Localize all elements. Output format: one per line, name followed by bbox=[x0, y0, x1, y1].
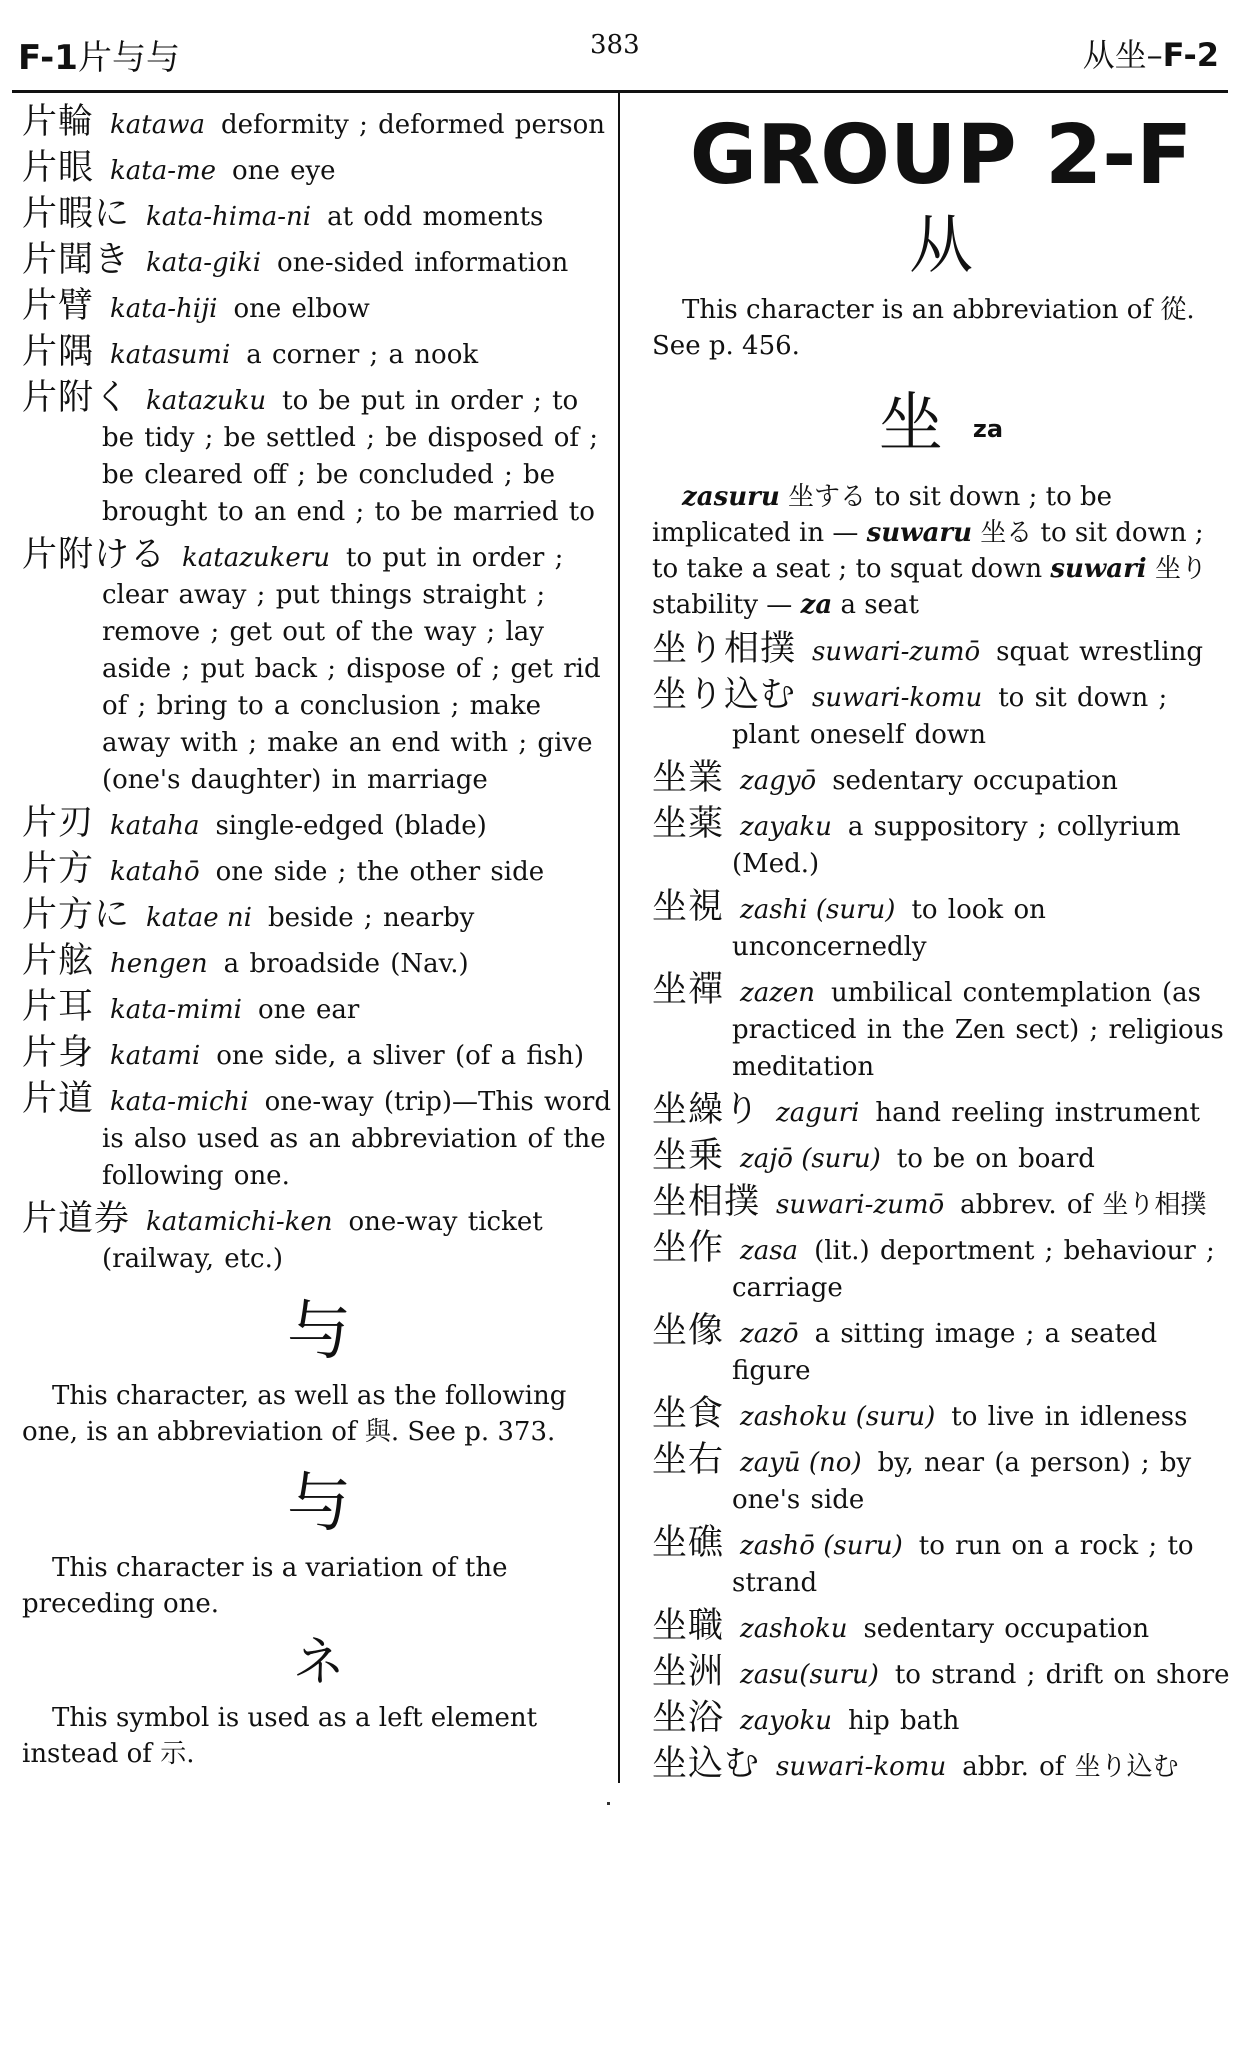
note-yo-2: This character is a variation of the preceding one. bbox=[22, 1553, 508, 1619]
entry-definition: to put in order ; clear away ; put things straight ; remove ; get out of the way ; lay aside ; put back ; dispose of ; get rid of ; bring to a conclusion ; make away with ; make an end with ; give (one's daughter) in marriage bbox=[102, 543, 601, 795]
entry-definition: to strand ; drift on shore bbox=[894, 1659, 1230, 1690]
entry-romaji: suwari-zumō bbox=[812, 636, 981, 667]
right-column bbox=[652, 104, 1230, 1792]
dictionary-entry bbox=[22, 851, 616, 891]
entry-romaji: katawa bbox=[110, 110, 205, 140]
entry-headword: 坐洲 bbox=[652, 1651, 725, 1692]
dictionary-entry bbox=[652, 1743, 1230, 1786]
entry-romaji: zashi (suru) bbox=[740, 894, 896, 925]
dictionary-entry bbox=[22, 943, 616, 983]
entry-headword: 片舷 bbox=[22, 941, 95, 981]
heading-char-yo-2: 与 bbox=[287, 1467, 351, 1541]
dictionary-entry bbox=[22, 380, 616, 531]
entry-headword: 片耳 bbox=[22, 987, 95, 1027]
entry-romaji: katahō bbox=[110, 857, 200, 887]
entry-romaji: zayoku bbox=[740, 1705, 833, 1736]
dictionary-entry bbox=[652, 969, 1230, 1086]
za-bold-4: za bbox=[800, 589, 833, 620]
dictionary-entry bbox=[22, 1035, 616, 1075]
dictionary-entry bbox=[22, 1081, 616, 1195]
entry-headword: 片附く bbox=[22, 378, 131, 418]
heading-char-ne: ネ bbox=[292, 1633, 345, 1693]
entry-headword: 坐り込む bbox=[652, 674, 797, 715]
dictionary-entry bbox=[652, 1697, 1230, 1740]
entry-headword: 片暇に bbox=[22, 194, 131, 234]
dictionary-entry bbox=[652, 1089, 1230, 1132]
entry-headword: 坐像 bbox=[652, 1310, 725, 1351]
dictionary-entry bbox=[652, 1310, 1230, 1390]
za-definition-paragraph bbox=[652, 479, 1230, 623]
note-ju: This character is an abbreviation of 從. See p. 456. bbox=[652, 295, 1195, 361]
dictionary-entry bbox=[22, 537, 616, 799]
entry-headword: 坐相撲 bbox=[652, 1181, 761, 1222]
entry-definition: a corner ; a nook bbox=[246, 340, 479, 370]
stray-mark bbox=[607, 1802, 610, 1805]
dictionary-entry bbox=[22, 196, 616, 236]
entry-romaji: hengen bbox=[110, 949, 208, 979]
entry-romaji: kataha bbox=[110, 811, 200, 841]
entry-romaji: zashō (suru) bbox=[740, 1530, 903, 1561]
za-bold-3: suwari bbox=[1050, 553, 1147, 584]
dictionary-entry bbox=[652, 886, 1230, 966]
entry-headword: 坐礁 bbox=[652, 1522, 725, 1563]
entry-definition: one side, a sliver (of a fish) bbox=[216, 1041, 585, 1071]
entry-romaji: suwari-komu bbox=[776, 1751, 947, 1782]
entry-romaji: suwari-komu bbox=[812, 682, 983, 713]
entry-headword: 坐職 bbox=[652, 1605, 725, 1646]
entry-definition: one elbow bbox=[233, 294, 370, 324]
dictionary-entry bbox=[652, 803, 1230, 883]
running-head-left bbox=[18, 30, 180, 90]
entry-definition: one-sided information bbox=[277, 248, 569, 278]
entry-headword: 坐繰り bbox=[652, 1089, 761, 1130]
dictionary-entry bbox=[652, 1651, 1230, 1694]
entry-headword: 片方に bbox=[22, 895, 131, 935]
entry-definition: one-way ticket (railway, etc.) bbox=[102, 1207, 543, 1274]
entry-definition: to be on board bbox=[896, 1143, 1095, 1174]
dictionary-entry bbox=[652, 1393, 1230, 1436]
heading-char-ju: 从 bbox=[909, 209, 973, 283]
heading-reading-za: za bbox=[972, 414, 1004, 443]
entry-headword: 坐作 bbox=[652, 1227, 725, 1268]
entry-romaji: zasu(suru) bbox=[740, 1659, 879, 1690]
entry-headword: 片眼 bbox=[22, 148, 95, 188]
entry-romaji: katami bbox=[110, 1041, 201, 1071]
dictionary-entry bbox=[652, 1439, 1230, 1519]
column-divider bbox=[618, 93, 620, 1783]
dictionary-entry bbox=[22, 242, 616, 282]
dictionary-entry bbox=[22, 104, 616, 144]
entry-headword: 片道券 bbox=[22, 1199, 131, 1239]
entry-romaji: zazō bbox=[740, 1318, 799, 1349]
entry-definition: to run on a rock ; to strand bbox=[732, 1530, 1194, 1598]
entry-definition: a sitting image ; a seated figure bbox=[732, 1318, 1158, 1386]
entry-definition: one-way (trip)—This word is also used as an abbreviation of the following one. bbox=[102, 1087, 612, 1191]
entry-definition: by, near (a person) ; by one's side bbox=[732, 1447, 1192, 1515]
running-head-right: 从坐–F-2 bbox=[1082, 36, 1219, 74]
dictionary-entry bbox=[22, 1201, 616, 1278]
entry-definition: umbilical contemplation (as practiced in the Zen sect) ; religious meditation bbox=[732, 977, 1224, 1082]
dictionary-entry bbox=[652, 628, 1230, 671]
entry-romaji: suwari-zumō bbox=[776, 1189, 945, 1220]
entry-romaji: zaguri bbox=[776, 1097, 860, 1128]
entry-romaji: katamichi-ken bbox=[146, 1207, 333, 1237]
dictionary-entry bbox=[22, 897, 616, 937]
dictionary-entry bbox=[22, 805, 616, 845]
page-number: 383 bbox=[590, 30, 640, 60]
entry-definition: single-edged (blade) bbox=[215, 811, 487, 841]
entry-romaji: katae ni bbox=[146, 903, 252, 933]
heading-char-za: 坐 bbox=[878, 387, 943, 461]
entry-romaji: zashoku (suru) bbox=[740, 1401, 936, 1432]
dictionary-entry bbox=[652, 1227, 1230, 1307]
group-title: GROUP 2-F bbox=[689, 108, 1193, 203]
heading-za bbox=[652, 384, 1230, 469]
entry-headword: 片隅 bbox=[22, 332, 95, 372]
entry-headword: 片刃 bbox=[22, 803, 95, 843]
entry-headword: 坐込む bbox=[652, 1743, 761, 1784]
note-yo-1: This character, as well as the following one, is an abbreviation of 與. See p. 373. bbox=[22, 1381, 567, 1447]
entry-definition: (lit.) deportment ; behaviour ; carriage bbox=[732, 1235, 1215, 1303]
entry-definition: beside ; nearby bbox=[267, 903, 475, 933]
running-head-right-chars: 从坐 bbox=[1082, 36, 1147, 74]
entry-romaji: zazen bbox=[740, 977, 816, 1008]
dictionary-entry bbox=[22, 150, 616, 190]
entry-romaji: katasumi bbox=[110, 340, 231, 370]
entry-definition: abbr. of 坐り込む bbox=[962, 1751, 1179, 1782]
entry-definition: a broadside (Nav.) bbox=[223, 949, 469, 979]
entry-headword: 片附ける bbox=[22, 535, 167, 575]
entry-definition: to sit down ; plant oneself down bbox=[732, 682, 1168, 750]
za-text-4: a seat bbox=[840, 589, 919, 620]
entry-definition: to live in idleness bbox=[951, 1401, 1188, 1432]
entry-headword: 坐業 bbox=[652, 757, 725, 798]
entry-romaji: kata-giki bbox=[146, 248, 262, 278]
note-ne: This symbol is used as a left element instead of 示. bbox=[22, 1703, 538, 1769]
entry-definition: one ear bbox=[257, 995, 360, 1025]
entry-definition: hip bath bbox=[848, 1705, 960, 1736]
right-entry-list bbox=[652, 628, 1230, 1786]
dictionary-entry bbox=[652, 1181, 1230, 1224]
heading-char-yo-1: 与 bbox=[287, 1295, 351, 1369]
dictionary-entry bbox=[652, 1605, 1230, 1648]
entry-definition: sedentary occupation bbox=[863, 1613, 1150, 1644]
dictionary-entry bbox=[652, 674, 1230, 754]
entry-headword: 片身 bbox=[22, 1033, 95, 1073]
entry-headword: 坐浴 bbox=[652, 1697, 725, 1738]
section-code-left: F-1 bbox=[18, 38, 78, 78]
za-bold-2: suwaru bbox=[866, 517, 973, 548]
entry-headword: 片聞き bbox=[22, 240, 131, 280]
dictionary-entry bbox=[652, 1522, 1230, 1602]
dictionary-entry bbox=[22, 334, 616, 374]
entry-romaji: zagyō bbox=[740, 765, 817, 796]
entry-definition: deformity ; deformed person bbox=[220, 110, 605, 140]
entry-definition: at odd moments bbox=[327, 202, 544, 232]
entry-headword: 坐薬 bbox=[652, 803, 725, 844]
entry-headword: 坐禪 bbox=[652, 969, 725, 1010]
entry-headword: 片道 bbox=[22, 1079, 95, 1119]
za-bold-1: zasuru bbox=[682, 481, 780, 512]
entry-headword: 坐視 bbox=[652, 886, 725, 927]
entry-romaji: kata-hima-ni bbox=[146, 202, 312, 232]
entry-headword: 片臂 bbox=[22, 286, 95, 326]
entry-definition: abbrev. of 坐り相撲 bbox=[960, 1189, 1207, 1220]
dictionary-entry bbox=[652, 1135, 1230, 1178]
entry-headword: 片輪 bbox=[22, 102, 95, 142]
entry-headword: 片方 bbox=[22, 849, 95, 889]
entry-romaji: kata-mimi bbox=[110, 995, 242, 1025]
entry-romaji: kata-me bbox=[110, 156, 217, 186]
entry-definition: squat wrestling bbox=[996, 636, 1203, 667]
left-entry-list bbox=[22, 104, 616, 1278]
entry-headword: 坐乗 bbox=[652, 1135, 725, 1176]
entry-romaji: zayū (no) bbox=[740, 1447, 862, 1478]
header-rule bbox=[12, 90, 1228, 93]
entry-definition: a suppository ; collyrium (Med.) bbox=[732, 811, 1181, 879]
section-code-right: F-2 bbox=[1162, 36, 1219, 74]
dictionary-entry bbox=[652, 757, 1230, 800]
dictionary-entry bbox=[22, 288, 616, 328]
left-column bbox=[22, 104, 616, 1782]
entry-romaji: zashoku bbox=[740, 1613, 848, 1644]
entry-definition: to look on unconcernedly bbox=[732, 894, 1046, 962]
za-text-3: 坐り stability — bbox=[652, 553, 1207, 620]
entry-definition: to be put in order ; to be tidy ; be settled ; be disposed of ; be cleared off ; be concluded ; be brought to an end ; to be married to bbox=[102, 386, 599, 527]
running-head-left-chars: 片与与 bbox=[77, 38, 180, 78]
entry-headword: 坐食 bbox=[652, 1393, 725, 1434]
entry-romaji: kata-hiji bbox=[110, 294, 218, 324]
entry-headword: 坐り相撲 bbox=[652, 628, 797, 669]
entry-romaji: zayaku bbox=[740, 811, 832, 842]
entry-definition: sedentary occupation bbox=[832, 765, 1118, 796]
entry-romaji: zasa bbox=[740, 1235, 799, 1266]
za-text-1: 坐する to sit down ; to be implicated in — bbox=[652, 481, 1113, 548]
entry-definition: one eye bbox=[232, 156, 336, 186]
entry-definition: one side ; the other side bbox=[215, 857, 545, 887]
entry-romaji: katazuku bbox=[146, 386, 267, 416]
entry-romaji: katazukeru bbox=[182, 543, 330, 573]
entry-romaji: zajō (suru) bbox=[740, 1143, 881, 1174]
za-text-2: 坐る to sit down ; to take a seat ; to squat down bbox=[652, 517, 1204, 584]
entry-definition: hand reeling instrument bbox=[875, 1097, 1201, 1128]
dictionary-entry bbox=[22, 989, 616, 1029]
entry-headword: 坐右 bbox=[652, 1439, 725, 1480]
entry-romaji: kata-michi bbox=[110, 1087, 249, 1117]
